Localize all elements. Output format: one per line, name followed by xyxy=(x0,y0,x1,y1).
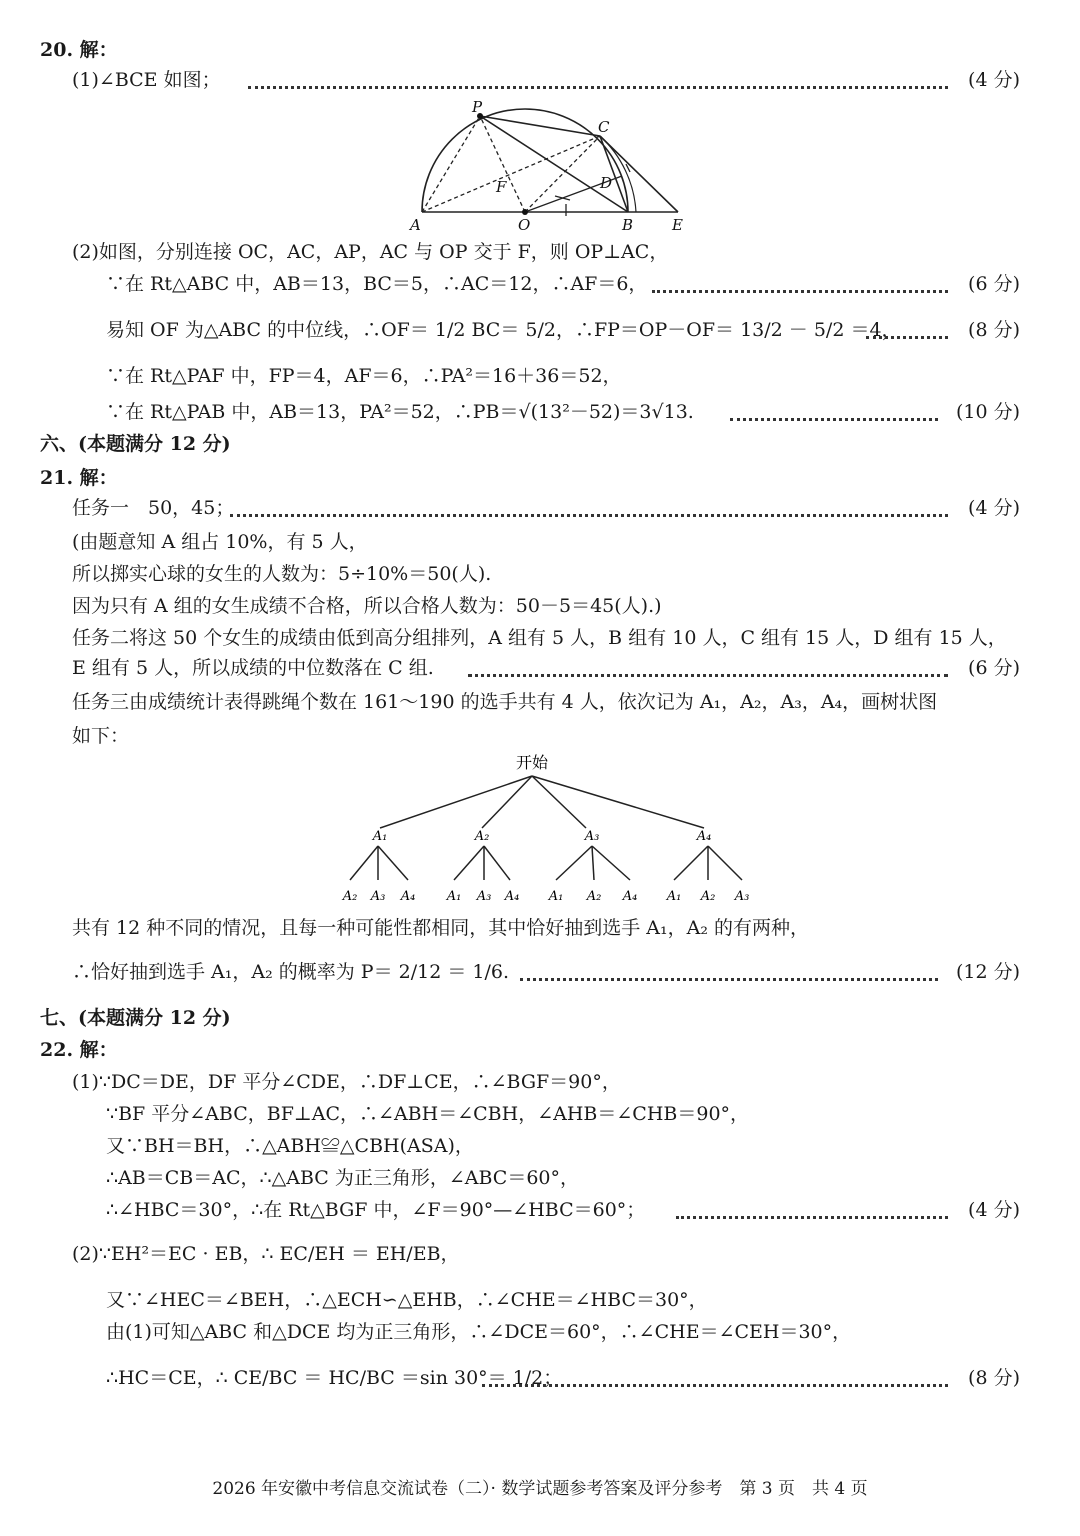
score-q21-final: (12 分) xyxy=(955,961,1020,983)
q21-conclusion1: 共有 12 种不同的情况，且每一种可能性都相同，其中恰好抽到选手 A₁，A₂ 的有两种， xyxy=(72,917,810,939)
tree-node-A4: A₄ xyxy=(696,829,712,844)
q22-line9: ∴HC＝CE，∴ CE/BC ＝ HC/BC ＝sin 30°＝ 1/2； xyxy=(106,1367,563,1389)
q21-task3-line1: 任务三由成绩统计表得跳绳个数在 161～190 的选手共有 4 人，依次记为 A₁，A₂，A₃，A₄，画树状图 xyxy=(72,691,938,713)
label-O: O xyxy=(518,216,531,234)
label-C: C xyxy=(598,118,610,136)
q20-heading: 20. 解： xyxy=(40,39,118,61)
q20-part2-line3: 易知 OF 为△ABC 的中位线，∴OF＝ 1/2 BC＝ 5/2，∴FP＝OP－OF＝ 13/2 － 5/2 ＝4， xyxy=(106,319,901,341)
label-D: D xyxy=(600,174,613,192)
score-q20-l2: (6 分) xyxy=(968,273,1020,295)
leader-dots xyxy=(730,418,938,421)
q20-part1: (1)∠BCE 如图； xyxy=(72,69,221,91)
leader-dots xyxy=(866,336,948,339)
q22-line2: ∵BF 平分∠ABC，BF⊥AC，∴∠ABH＝∠CBH，∠AHB＝∠CHB＝90°， xyxy=(106,1103,750,1125)
q20-part2-line1: (2)如图，分别连接 OC，AC，AP，AC 与 OP 交于 F，则 OP⊥AC， xyxy=(72,241,669,263)
score-q20-p1: (4 分) xyxy=(968,69,1020,91)
q20-part2-line5: ∵在 Rt△PAB 中，AB＝13，PA²＝52，∴PB＝√(13²－52)＝3√13. xyxy=(106,401,694,423)
tree-leaf: A₄ xyxy=(504,889,520,904)
q21-task1-note1: (由题意知 A 组占 10%，有 5 人， xyxy=(72,531,368,553)
tree-leaf: A₃ xyxy=(370,889,386,904)
tree-leaf: A₄ xyxy=(622,889,638,904)
tree-leaf: A₂ xyxy=(700,889,716,904)
q21-task1: 任务一 50，45； xyxy=(72,497,235,519)
tree-node-A2: A₂ xyxy=(474,829,490,844)
label-P: P xyxy=(472,100,483,116)
q21-task3-line2: 如下： xyxy=(72,725,130,747)
leader-dots xyxy=(520,978,938,981)
q22-line6: (2)∵EH²＝EC · EB，∴ EC/EH ＝ EH/EB， xyxy=(72,1243,460,1265)
q21-task2-line1: 任务二将这 50 个女生的成绩由低到高分组排列，A 组有 5 人，B 组有 10 人，C 组有 15 人，D 组有 15 人， xyxy=(72,627,1007,649)
score-q20-l5: (10 分) xyxy=(955,401,1020,423)
leader-dots xyxy=(230,514,948,517)
line-OC xyxy=(525,136,600,212)
q22-line4: ∴AB＝CB＝AC，∴△ABC 为正三角形，∠ABC＝60°， xyxy=(106,1167,580,1189)
tree-leaf: A₂ xyxy=(586,889,602,904)
q22-line7: 又∵∠HEC＝∠BEH，∴△ECH∽△EHB，∴∠CHE＝∠HBC＝30°， xyxy=(106,1289,708,1311)
q21-task1-note3: 因为只有 A 组的女生成绩不合格，所以合格人数为：50－5＝45(人).) xyxy=(72,595,662,617)
score-q21-t1: (4 分) xyxy=(968,497,1020,519)
q20-part2-line4: ∵在 Rt△PAF 中，FP＝4，AF＝6，∴PA²＝16＋36＝52， xyxy=(106,365,622,387)
tree-node-A3: A₃ xyxy=(584,829,600,844)
tree-leaf: A₄ xyxy=(400,889,416,904)
leader-dots xyxy=(482,1384,948,1387)
q20-part2-line2: ∵在 Rt△ABC 中，AB＝13，BC＝5，∴AC＝12，∴AF＝6， xyxy=(106,273,648,295)
score-q20-l3: (8 分) xyxy=(968,319,1020,341)
label-E: E xyxy=(672,216,683,234)
section-7-title: 七、(本题满分 12 分) xyxy=(40,1007,231,1029)
tree-diagram xyxy=(330,748,770,908)
q21-conclusion2: ∴恰好抽到选手 A₁，A₂ 的概率为 P＝ 2/12 ＝ 1/6. xyxy=(72,961,509,983)
q21-heading: 21. 解： xyxy=(40,467,118,489)
q21-task1-note2: 所以掷实心球的女生的人数为：5÷10%＝50(人). xyxy=(72,563,492,585)
tree-leaf: A₁ xyxy=(446,889,462,904)
line-AC xyxy=(422,136,600,212)
score-q22-p2: (8 分) xyxy=(968,1367,1020,1389)
leader-dots xyxy=(652,290,948,293)
q22-line5: ∴∠HBC＝30°，∴在 Rt△BGF 中，∠F＝90°—∠HBC＝60°； xyxy=(106,1199,646,1221)
geometry-figure xyxy=(400,100,700,235)
tree-leaf: A₃ xyxy=(734,889,750,904)
tree-leaf: A₃ xyxy=(476,889,492,904)
tree-root: 开始 xyxy=(515,753,549,772)
q22-line8: 由(1)可知△ABC 和△DCE 均为正三角形，∴∠DCE＝60°，∴∠CHE＝∠CEH＝30°， xyxy=(106,1321,852,1343)
tree-leaf: A₁ xyxy=(548,889,564,904)
q22-line3: 又∵BH＝BH，∴△ABH≌△CBH(ASA)， xyxy=(106,1135,474,1157)
label-F: F xyxy=(496,178,507,196)
leader-dots xyxy=(248,86,948,89)
tree-leaf: A₂ xyxy=(342,889,358,904)
tree-leaf: A₁ xyxy=(666,889,682,904)
q22-line1: (1)∵DC＝DE，DF 平分∠CDE，∴DF⊥CE，∴∠BGF＝90°， xyxy=(72,1071,621,1093)
leader-dots xyxy=(676,1216,948,1219)
label-B: B xyxy=(622,216,634,234)
page-footer: 2026 年安徽中考信息交流试卷（二）· 数学试题参考答案及评分参考 第 3 页 共 4 页 xyxy=(212,1479,868,1499)
label-A: A xyxy=(410,216,421,234)
section-6-title: 六、(本题满分 12 分) xyxy=(40,433,231,455)
q22-heading: 22. 解： xyxy=(40,1039,118,1061)
line-AP xyxy=(422,116,480,212)
tree-node-A1: A₁ xyxy=(372,829,388,844)
q21-task2-line2: E 组有 5 人，所以成绩的中位数落在 C 组. xyxy=(72,657,434,679)
score-q21-t2: (6 分) xyxy=(968,657,1020,679)
leader-dots xyxy=(468,674,948,677)
score-q22-p1: (4 分) xyxy=(968,1199,1020,1221)
